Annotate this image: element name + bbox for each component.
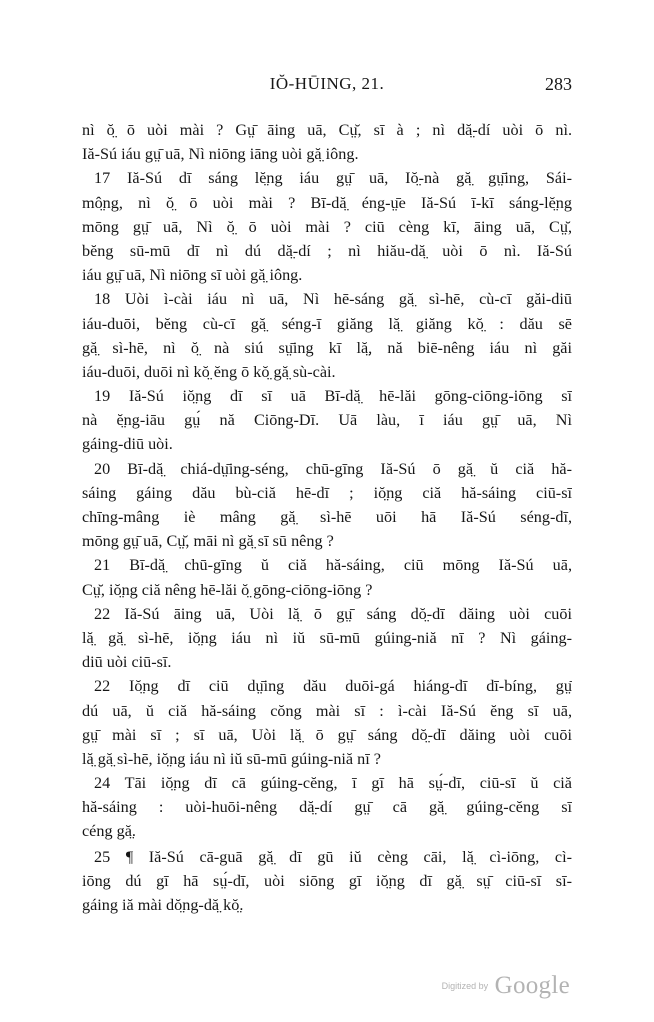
text-line: nà ĕ̤ng-iāu gṳ́ nă Ciōng-Dī. Uā làu, ī iáu gṳ̄ uā, Nì — [82, 411, 572, 430]
running-title: IŎ-HŪING, 21. — [269, 74, 385, 93]
text-line: mōng gṳ̄ uā, Nì ŏ̤ ō uòi mài ? ciū cèng kī, āing uā, Cṳ̆, — [82, 217, 572, 236]
text-line: gáing iă mài dŏ̤ng-dă̤ kŏ̤. — [82, 896, 244, 914]
verse-17-line: 17 Iă-Sú dī sáng lĕ̤ng iáu gṳ̄ uā, Iŏ̤-nà gă̤ gṳ̄ing, Sái- — [94, 169, 572, 188]
body-text — [82, 118, 572, 917]
text-line: céng gă̤. — [82, 822, 136, 841]
verse-20-line: 20 Bī-dă̤ chiá-dṳ̄ing-séng, chū-gīng Iă-Sú ō gă̤ ŭ ciă hă- — [94, 459, 572, 478]
text-line: mōng gṳ̄ uā, Cṳ̆, māi nì gă̤ sī sū nêng ? — [82, 532, 334, 551]
verse-19-line: 19 Iă-Sú iŏ̤ng dī sī uā Bī-dă̤ hē-lăi gōng-ciōng-iōng sī — [94, 387, 572, 406]
text-line: iáu-duōi, bĕng cù-cī gă̤ séng-ī giăng lă̤ giăng kŏ̤ : dău sē — [82, 314, 572, 333]
text-line: sáing gáing dău bù-ciă hē-dī ; iŏ̤ng ciă hă-sáing ciū-sī — [82, 483, 572, 502]
verse-21-line: 21 Bī-dă̤ chū-gīng ŭ ciă hă-sáing, ciū mōng Iă-Sú uā, — [94, 556, 572, 575]
text-line: lă̤ gă̤ sì-hē, iŏ̤ng iáu nì iŭ sū-mū gúing-niă nī ? Nì gáing- — [82, 628, 572, 647]
text-line: nì ŏ̤ ō uòi mài ? Gṳ̄ āing uā, Cṳ̆, sī à ; nì dă̤-dí uòi ō nì. — [82, 121, 572, 139]
text-line: gáing-diū uòi. — [82, 435, 173, 454]
text-line: hă-sáing : uòi-huōi-nêng dă̤-dí gṳ̄ cā gă̤ gúing-cĕng sī — [82, 798, 572, 817]
text-line: bĕng sū-mū dī nì dú dă̤-dí ; nì hiău-dă̤ uòi ō nì. Iă-Sú — [82, 241, 572, 260]
text-line: iáu-duōi, duōi nì kŏ̤ ĕng ō kŏ̤ gă̤ sù-cài. — [82, 362, 336, 381]
text-line: Iă-Sú iáu gṳ̄ uā, Nì niōng iāng uòi gă̤ iông. — [82, 145, 359, 164]
watermark-prefix: Digitized by — [441, 981, 489, 991]
text-line: diū uòi ciū-sī. — [82, 653, 172, 672]
text-line: iáu gṳ̄ uā, Nì niōng sī uòi gă̤ iông. — [82, 266, 303, 285]
text-line: gṳ̄ mài sī ; sī uā, Uòi lă̤ ō gṳ̄ sáng dŏ̤-dī dăing uòi cuōi — [82, 725, 572, 744]
text-line: iōng dú gī hā sṳ́-dī, uòi siōng gī iŏ̤ng dī gă̤ sṳ̄ ciū-sī sī- — [82, 871, 572, 890]
verse-24-line: 24 Tāi iŏ̤ng dī cā gúing-cĕng, ī gī hā sṳ́-dī, ciū-sī ŭ ciă — [94, 774, 572, 793]
verse-22-line: 22 Iă-Sú āing uā, Uòi lă̤ ō gṳ̄ sáng dŏ̤-dī dăing uòi cuōi — [94, 604, 572, 623]
text-line: gă̤ sì-hē, nì ŏ̤ nà siú sṳ̄ing kī lă̤, nă biē-nêng iáu nì găi — [82, 338, 572, 357]
page-number: 283 — [545, 74, 572, 94]
verse-18-line: 18 Uòi ì-cài iáu nì uā, Nì hē-sáng gă̤ sì-hē, cù-cī găi-diū — [94, 290, 572, 309]
text-line: lă̤ gă̤ sì-hē, iŏ̤ng iáu nì iŭ sū-mū gúing-niă nī ? — [82, 749, 381, 768]
page-header — [82, 74, 572, 100]
google-logo: Google — [494, 972, 570, 999]
text-line: Cṳ̆, iŏ̤ng ciă nêng hē-lăi ŏ̤ gōng-ciōng-iōng ? — [82, 580, 373, 599]
digitized-watermark — [442, 972, 570, 1000]
text-line: dú uā, ŭ ciă hă-sáing cŏng mài sī : ì-cài Iă-Sú ĕng sī uā, — [82, 701, 572, 720]
text-line: mô̤ng, nì ŏ̤ ō uòi mài ? Bī-dă̤ éng-ṳ̄e Iă-Sú ī-kī sáng-lĕ̤ng — [82, 193, 572, 212]
verse-23-line: 22 Iŏ̤ng dī ciū dṳ̄ing dău duōi-gá hiáng-dī dī-bíng, gṳ̄ — [94, 677, 572, 696]
verse-25-line: 25 ¶ Iă-Sú cā-guā gă̤ dī gū iŭ cèng cāi, lă̤ cì-iōng, cì- — [94, 847, 572, 866]
text-line: chīng-mâng iè mâng gă̤ sì-hē uōi hā Iă-Sú séng-dī, — [82, 508, 572, 526]
